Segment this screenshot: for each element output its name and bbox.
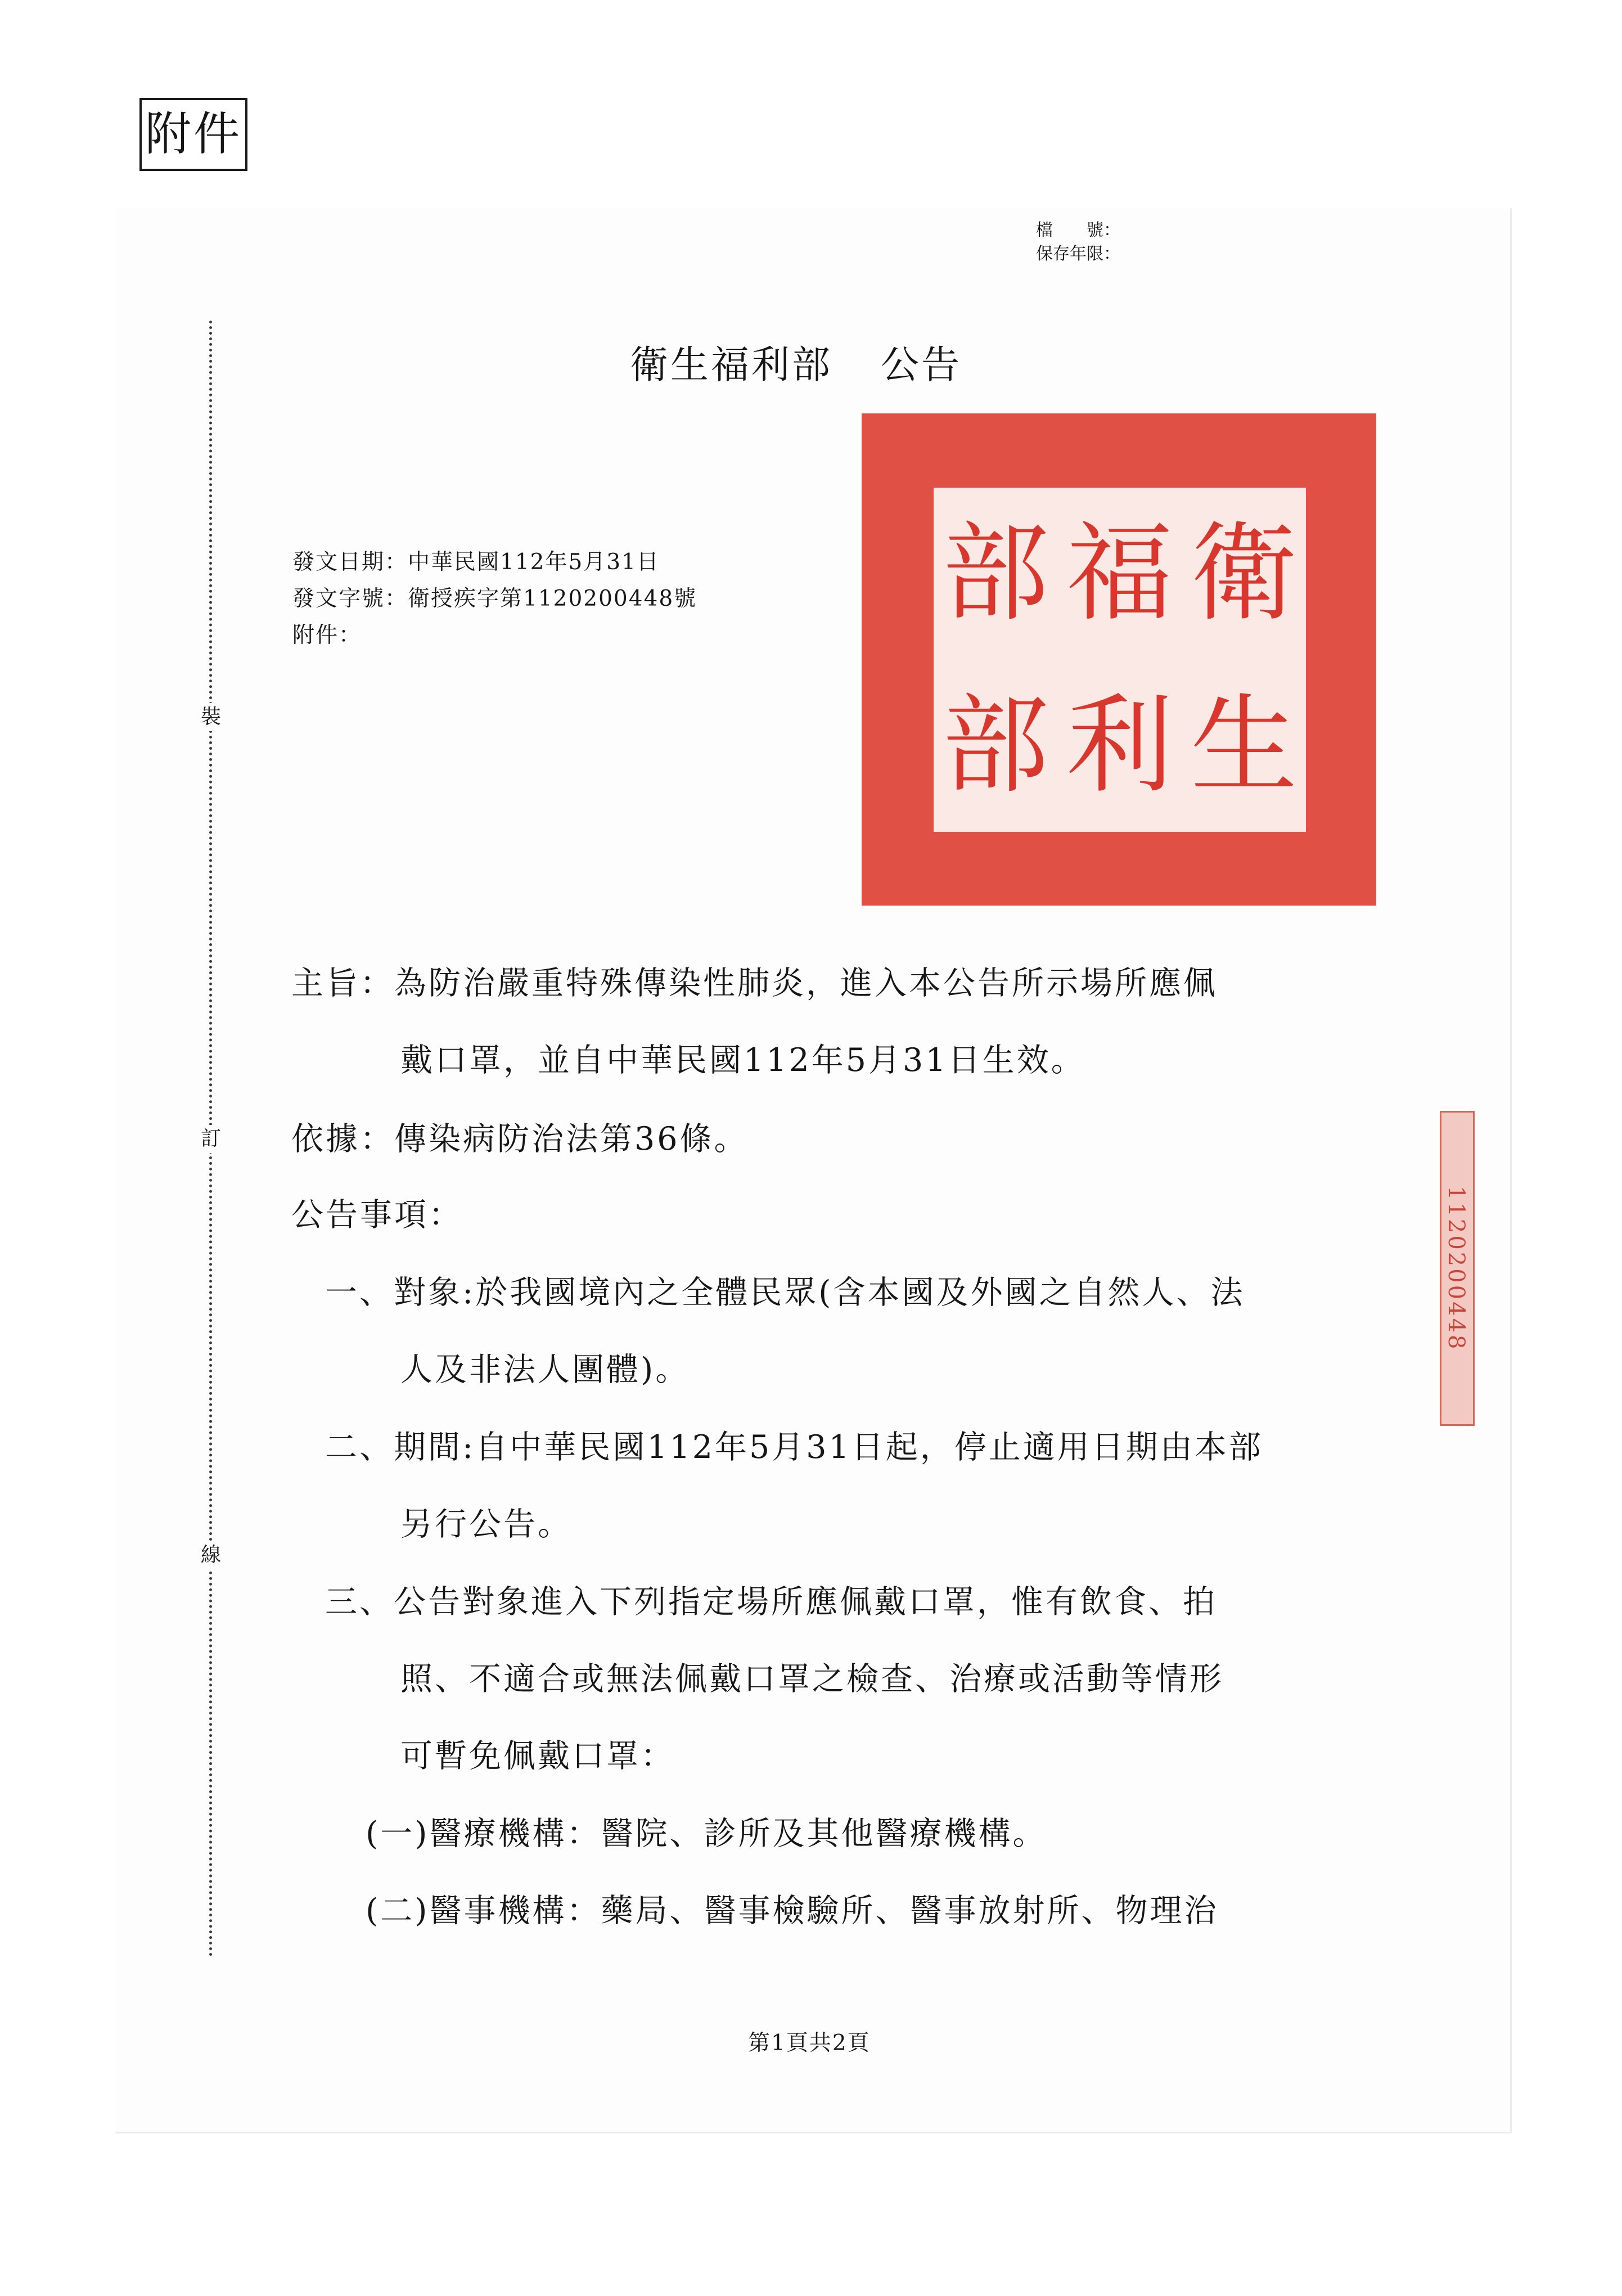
- item-2-line-1: 二、期間:自中華民國112年5月31日起，停止適用日期由本部: [325, 1429, 1263, 1466]
- binding-mark-line: 線: [198, 1541, 224, 1569]
- receipt-stamp: 1120200448: [1440, 1111, 1475, 1426]
- title-agency: 衛生福利部: [630, 343, 833, 388]
- attachment-label-box: 附件: [139, 98, 247, 171]
- sub-item-1: (一)醫療機構：醫院、診所及其他醫療機構。: [366, 1815, 1047, 1852]
- binding-mark-staple: 訂: [198, 1125, 224, 1153]
- seal-glyph: 生: [1190, 683, 1297, 808]
- subject-line-2: 戴口罩，並自中華民國112年5月31日生效。: [400, 1042, 1085, 1079]
- page-title: [630, 340, 962, 391]
- retention-period-label: 保存年限：: [1036, 244, 1120, 264]
- item-3-line-3: 可暫免佩戴口罩：: [400, 1737, 675, 1775]
- notice-heading: 公告事項：: [291, 1196, 463, 1233]
- seal-glyph: 福: [1066, 511, 1173, 636]
- attachments-field: 附件：: [292, 623, 362, 648]
- document-number: 發文字號：衛授疾字第1120200448號: [292, 586, 697, 611]
- subject-line-1: 主旨：為防治嚴重特殊傳染性肺炎，進入本公告所示場所應佩: [291, 965, 1218, 1002]
- item-3-line-2: 照、不適合或無法佩戴口罩之檢查、治療或活動等情形: [400, 1660, 1224, 1698]
- sub-item-2: (二)醫事機構：藥局、醫事檢驗所、醫事放射所、物理治: [366, 1892, 1219, 1929]
- official-seal: [862, 413, 1376, 906]
- seal-glyph: 衛: [1190, 511, 1297, 636]
- item-1-line-1: 一、對象:於我國境內之全體民眾(含本國及外國之自然人、法: [325, 1274, 1245, 1311]
- item-2-line-2: 另行公告。: [400, 1506, 572, 1543]
- basis-line: 依據：傳染病防治法第36條。: [291, 1120, 749, 1158]
- page-number: 第1頁共2頁: [748, 2031, 871, 2056]
- item-3-line-1: 三、公告對象進入下列指定場所應佩戴口罩，惟有飲食、拍: [325, 1583, 1217, 1620]
- title-doc-type: 公告: [881, 343, 962, 388]
- binding-mark-bind: 裝: [198, 703, 224, 731]
- seal-glyph: 部: [942, 511, 1049, 636]
- seal-glyph: 利: [1066, 683, 1173, 808]
- item-1-line-2: 人及非法人團體)。: [400, 1351, 690, 1388]
- file-number-label: 檔 號：: [1036, 220, 1120, 240]
- seal-glyph: 部: [942, 683, 1049, 808]
- issue-date: 發文日期：中華民國112年5月31日: [292, 550, 660, 575]
